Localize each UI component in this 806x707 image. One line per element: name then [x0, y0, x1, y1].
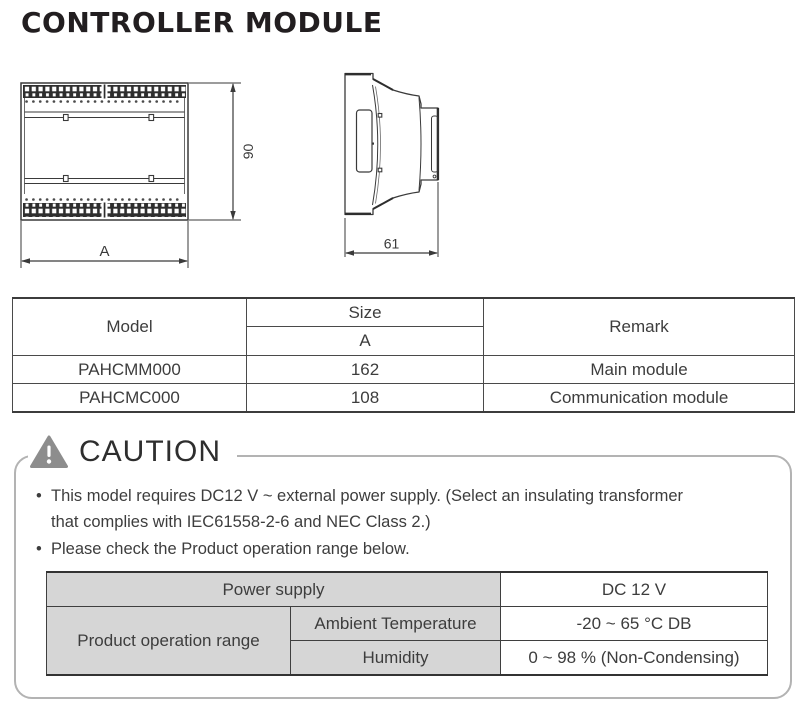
front-width-dimension-label: A	[99, 243, 110, 260]
model-cell: PAHCMC000	[13, 384, 247, 413]
bullet-text-line: Please check the Product operation range below.	[51, 540, 410, 558]
power-supply-value-cell: DC 12 V	[501, 572, 768, 607]
front-view-drawing	[10, 72, 260, 272]
page-title: CONTROLLER MODULE	[21, 6, 383, 39]
size-table-header-model: Model	[13, 298, 247, 356]
table-row	[13, 356, 795, 384]
list-item	[36, 536, 776, 562]
ambient-temperature-label-cell: Ambient Temperature	[291, 607, 501, 641]
size-table-header-size: Size	[247, 298, 484, 327]
humidity-label-cell: Humidity	[291, 641, 501, 676]
front-height-dimension-label: 90	[240, 143, 256, 160]
caution-bullet-list	[36, 483, 776, 563]
table-row	[47, 572, 768, 607]
model-size-table	[12, 297, 795, 413]
operation-range-label-cell: Product operation range	[47, 607, 291, 676]
caution-heading	[28, 429, 237, 475]
size-table-header-remark: Remark	[484, 298, 795, 356]
table-row	[13, 384, 795, 413]
bullet-text-line: This model requires DC12 V ~ external power supply. (Select an insulating transformer	[51, 487, 684, 505]
remark-cell: Main module	[484, 356, 795, 384]
ambient-temperature-value-cell: -20 ~ 65 °C DB	[501, 607, 768, 641]
power-supply-label-cell: Power supply	[47, 572, 501, 607]
caution-heading-label: CAUTION	[79, 435, 221, 468]
side-depth-dimension-label: 61	[383, 235, 400, 252]
remark-cell: Communication module	[484, 384, 795, 413]
humidity-value-cell: 0 ~ 98 % (Non-Condensing)	[501, 641, 768, 676]
size-cell: 162	[247, 356, 484, 384]
operation-range-table	[46, 571, 768, 676]
model-cell: PAHCMM000	[13, 356, 247, 384]
list-item	[36, 483, 776, 535]
bullet-text-line: that complies with IEC61558-2-6 and NEC Class 2.)	[51, 513, 431, 531]
table-row	[47, 607, 768, 641]
size-cell: 108	[247, 384, 484, 413]
size-table-header-size-a: A	[247, 327, 484, 356]
side-view-drawing	[335, 60, 445, 260]
bullet-icon	[36, 483, 51, 535]
bullet-icon	[36, 536, 51, 562]
warning-triangle-icon	[30, 435, 68, 469]
